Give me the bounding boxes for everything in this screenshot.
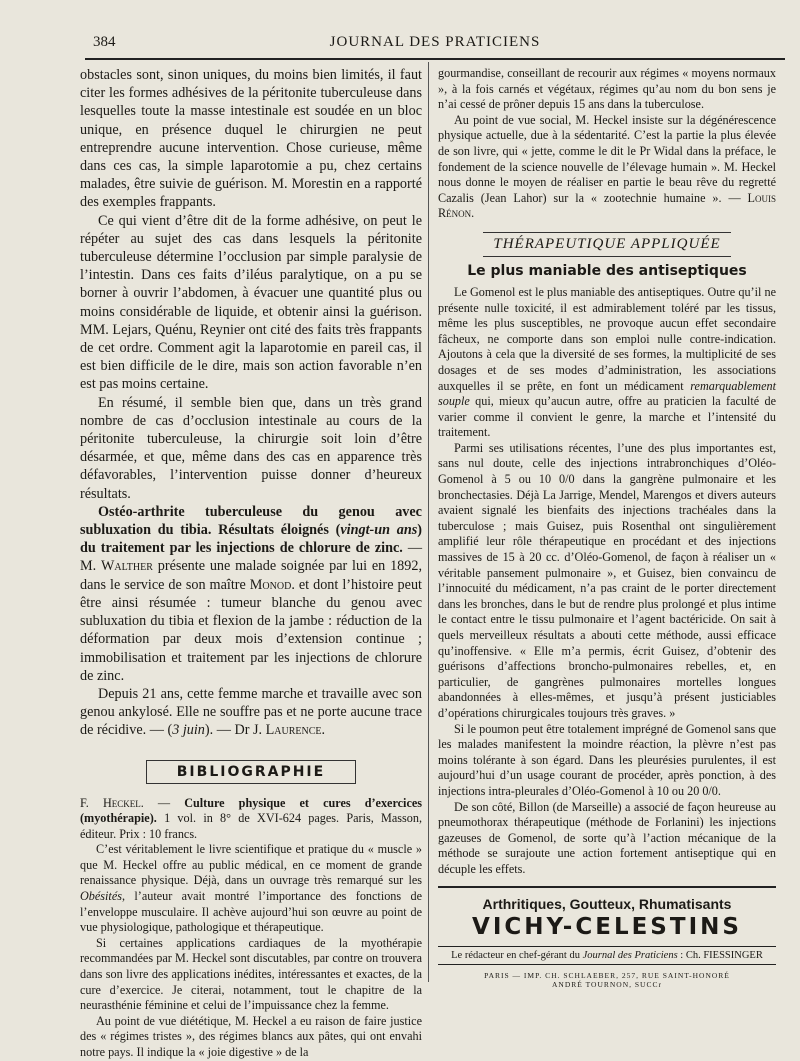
author-name: Louis Rénon xyxy=(438,190,776,221)
bibliography-section xyxy=(80,796,422,1061)
paragraph: Le Gomenol est le plus maniable des antiseptiques. Outre qu’il ne présente nulle toxicité, il est admirablement toléré par les tissus, même les plus susceptibles, ne provoque aucun effet secondaire fâcheux, ne comporte dans son emploi nulle contre-indication. Ajoutons à cela que la diversité de ses formes, la multiplicité de ses dosages et de ses modes d’administration, les associations auxquelles il se prête, en font un médicament remarquablement souple qui, mieux qu’aucun autre, offre au praticien la faculté de varier comme il convient le genre, la marche et l’intensité du traitement. xyxy=(438,284,776,440)
case-report: Ostéo-arthrite tuberculeuse du genou avec subluxation du tibia. Résultats éloignés (vingt-un ans) du traitement par les injections de chlorure de zinc. — M. Walther présente une malade soignée par lui en 1892, dans le service de son maître Monod. et dont l’histoire peut être ainsi résumée : tumeur blanche du genou avec subluxation du tibia et flexion de la jambe : réduction de la déformation par deux mois d’extension continue ; immobilisation et traitement par les injections de chlorure de zinc. Depuis 21 ans, cette femme marche et travaille avec son genou ankylosé. Elle ne souffre pas et ne porte aucune trace de récidive. — (3 juin). — Dr J. Laurence. xyxy=(80,503,423,739)
paragraph: C’est véritablement le livre scientifique et pratique du « muscle » que M. Heckel offre au public médical, en ce moment de grande renaissance physique. Déjà, dans un ouvrage très remarqué sur les Obésités, l’auteur avait montré l’importance des fonctions de l’enveloppe musculaire. Il achève aujourd’hui son œuvre au point de vue physiologique, pathologique et thérapeutique. xyxy=(80,842,422,935)
case-title: Ostéo-arthrite tuberculeuse du genou avec subluxation du tibia. Résultats éloignés (vingt-un ans) du traitement par les injections de chlorure de zinc. xyxy=(80,503,422,557)
left-column xyxy=(80,66,423,1060)
right-column xyxy=(438,66,776,989)
bibliography-heading: BIBLIOGRAPHIE xyxy=(80,760,422,784)
paragraph: Si certaines applications cardiaques de la myothérapie recommandées par M. Heckel sont discutables, par contre on trouvera dans son livre des applications inédites, intéressantes et exactes, de la cure d’exercice. Je citerai, notamment, tout le chapitre de la neurasthénie féminine et celui de l’impuissance chez la femme. xyxy=(80,935,422,1013)
ad-tagline: Arthritiques, Goutteux, Rhumatisants xyxy=(482,895,732,912)
page-number: 384 xyxy=(93,34,116,50)
author-name: Monod xyxy=(249,576,292,593)
paragraph: obstacles sont, sinon uniques, du moins bien limités, il faut citer les formes adhésives de la péritonite tuberculeuse dans lesquelles toute la masse intestinale est soudée en un bloc unique, en présence duquel le chirurgien ne peut entreprendre aucune intervention. Chose curieuse, même dans ces cas, la simple laparotomie a pu, chez certains malades, être suivie de guérison. M. Morestin en a rapporté des exemples frappants. xyxy=(80,67,422,211)
journal-title: JOURNAL DES PRATICIENS xyxy=(329,34,541,50)
author-name: Laurence xyxy=(265,722,322,739)
paragraph: Si le poumon peut être totalement imprégné de Gomenol sans que les malades manifestent la moindre réaction, la plèvre n’est pas moins tolérante à son égard. Dans les pleurésies purulentes, il est aujourd’hui d’un usage courant de procéder, après ponction, à des injections intra-pleurales d’Oléo-Gomenol à 10 ou 20 0/0. xyxy=(438,721,776,798)
page-header xyxy=(85,30,785,60)
author-name: Walther xyxy=(101,558,153,575)
section-heading: THÉRAPEUTIQUE APPLIQUÉE xyxy=(438,232,776,257)
paragraph: Au point de vue social, M. Heckel insiste sur la dégénérescence physique actuelle, due à la sédentarité. C’est la partie la plus élevée de son livre, qui « jette, comme le dit le Pr Widal dans la préface, le fondement de la science nouvelle de l’élevage humain ». M. Heckel nous donne le moyen de réaliser en partie le beau rêve du regretté Cazalis (Jean Lahor) sur la « zootechnie humaine ». — Louis Rénon. xyxy=(438,112,776,221)
advertisement xyxy=(438,886,776,989)
editor-line: Le rédacteur en chef-gérant du Journal des Praticiens : Ch. FIESSINGER xyxy=(438,946,776,965)
paragraph: En résumé, il semble bien que, dans un très grand nombre de cas d’occlusion intestinale au cours de la péritonite tuberculeuse, la chirurgie soit loin d’être désarmée, et que, même dans des cas en apparence très défavorables, l’intervention puisse donner d’heureux résultats. xyxy=(80,394,422,502)
paragraph: gourmandise, conseillant de recourir aux régimes « moyens normaux », à la fois carnés et végétaux, régimes qu’au nom du bon sens je n’ai cessé de prôner depuis 15 ans dans la tuberculose. xyxy=(438,66,776,112)
paragraph: Au point de vue diététique, M. Heckel a eu raison de faire justice des « régimes tristes », des régimes blancs aux pâtes, qui ont envahi notre pays. Il indique la « joie digestive » de la xyxy=(80,1013,422,1060)
column-divider xyxy=(428,62,429,982)
paragraph: Depuis 21 ans, cette femme marche et travaille avec son genou ankylosé. Elle ne souffre pas et ne porte aucune trace de récidive. — (3 juin). — Dr J. Laurence. xyxy=(80,685,422,739)
paragraph: Ce qui vient d’être dit de la forme adhésive, on peut le répéter au sujet des cas dans lesquels la péritonite tuberculeuse détermine l’occlusion par simple paralysie de l’intestin. Dans ces faits d’iléus paralytique, on a pu se borner à ouvrir l’abdomen, à évacuer une quantité plus ou moins considérable de liquide, et obtenir ainsi la guérison. MM. Lejars, Quénu, Reynier ont cité des faits très frappants de cet ordre. Comment agit la laparotomie en pareil cas, il est bien difficile de le dire, mais son action favorable n’en est pas moins certaine. xyxy=(80,212,422,393)
book-reference: F. Heckel. — Culture physique et cures d’exercices (myothérapie). 1 vol. in 8° de XVI-624 pages. Paris, Masson, éditeur. Prix : 10 francs. xyxy=(80,795,423,841)
printer-line: PARIS — IMP. CH. SCHLAEBER, 257, RUE SAINT-HONORÉ ANDRÉ TOURNON, SUCCr xyxy=(484,970,730,989)
paragraph: De son côté, Billon (de Marseille) a associé de façon heureuse au pneumothorax thérapeutique (méthode de Forlanini) les injections gazeuses de Gomenol, de sorte qu’à l’action mécanique de la méthode se surajoute une action fortement antiseptique qui en décuple les effets. xyxy=(438,799,776,876)
paragraph: Parmi ses utilisations récentes, l’une des plus importantes est, sans nul doute, celle des injections intrabronchiques d’Oléo-Gomenol à 5 ou 10 0/0 dans la gangrène pulmonaire et les bronchectasies. Déjà La Jarrige, Mendel, Marengos et divers auteurs avaient signalé les bienfaits des injections trachéales dans la tuberculose ; mais Guisez, puis Rosenthal ont singulièrement amplifié leur rôle thérapeutique en procédant et des injections massives de 15 à 20 cc. d’Oléo-Gomenol, de façon à réaliser un « véritable pansement pulmonaire », et Guisez, bien convaincu de l’innocuité du médicament, n’a pas craint de le porter directement dans les bronches, dans le but de rendre plus prolongé et plus intime le contact entre le tissu pulmonaire et l’agent bactéricide. On sait à quels merveilleux résultats a abouti cette méthode, aussi efficace qu’inoffensive. « Elle m’a permis, écrit Guisez, d’obtenir des guérisons d’affections broncho-pulmonaires rebelles, et, en particulier, de gangrènes pulmonaires mortelles longues abandonnées à elles-mêmes, et jusqu’à présent justiciables d’opérations chirurgicales toujours très graves. » xyxy=(438,440,776,720)
article-title: Le plus maniable des antiseptiques xyxy=(467,262,747,279)
ad-brand: VICHY-CELESTINS xyxy=(472,913,742,940)
